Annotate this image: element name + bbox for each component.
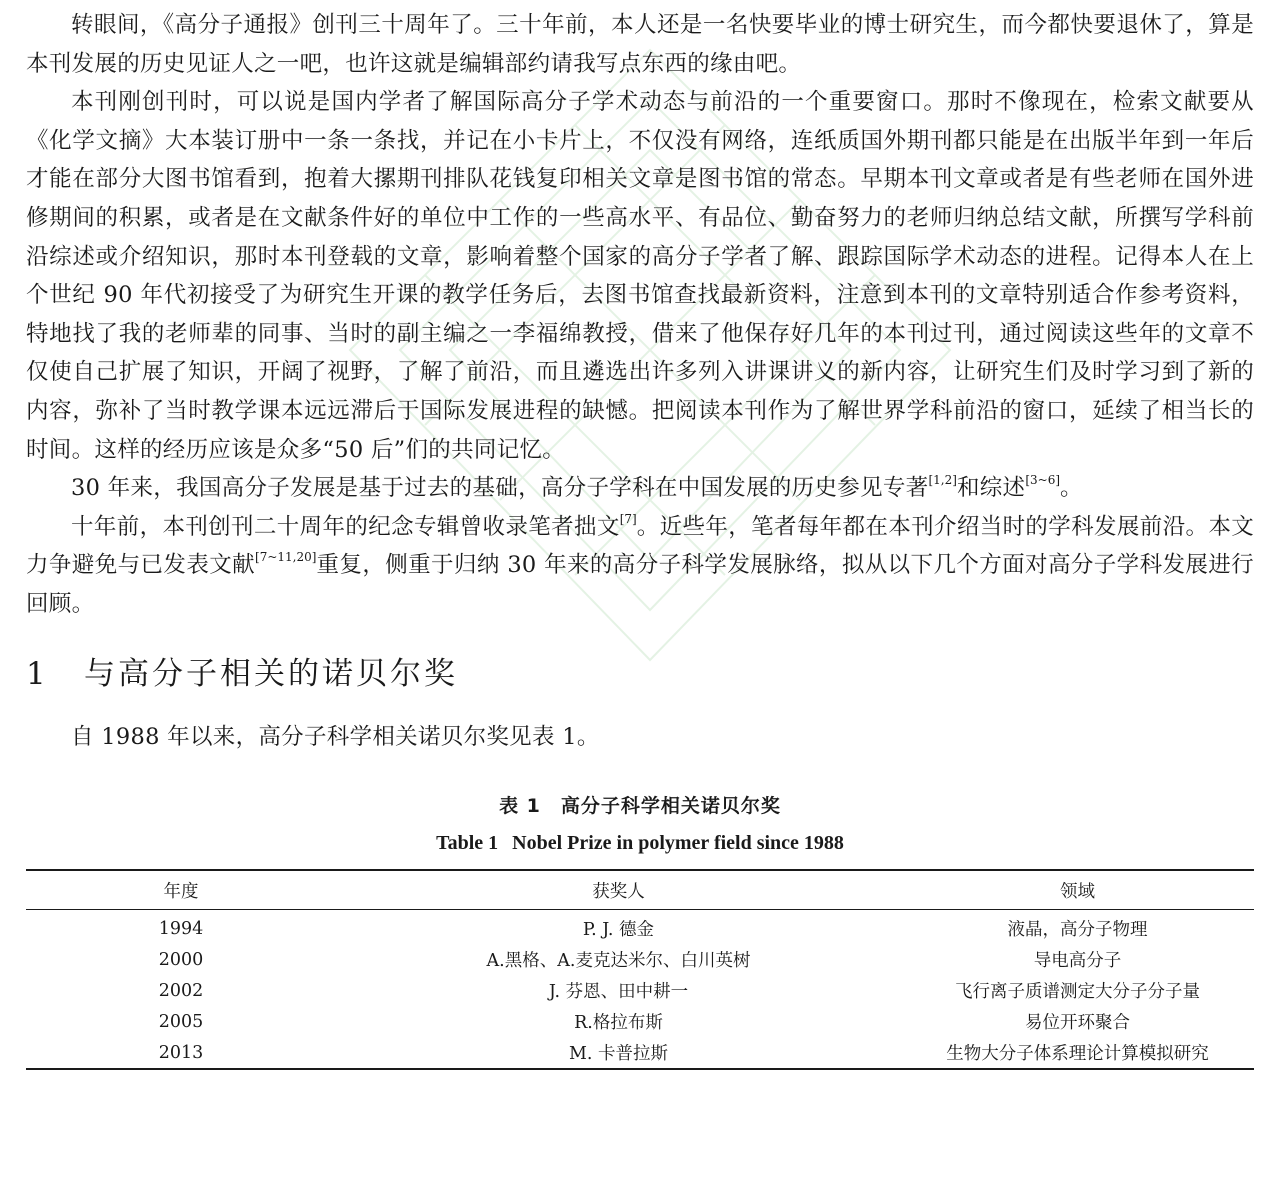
table-row [26,944,1254,975]
paragraph-4-text-b: 。近些年，笔者每年都在本刊介绍当时的学科发展前沿。本文力争避免与已发表文献 [26,513,1254,579]
citation-7-11-20[interactable]: [7~11,20] [255,550,317,565]
cell-winner: J. 芬恩、田中耕一 [548,982,689,1003]
table-row [26,1006,1254,1037]
cell-field: 易位开环聚合 [1025,1013,1130,1034]
section-heading [26,654,1254,694]
table-title-en: Nobel Prize in polymer field since 1988 [512,832,844,855]
table-caption [26,793,1254,857]
citation-3-6[interactable]: [3~6] [1025,473,1061,488]
paragraph-2: 本刊刚创刊时，可以说是国内学者了解国际高分子学术动态与前沿的一个重要窗口。那时不像现在，检索文献要从《化学文摘》大本装订册中一条一条找，并记在小卡片上，不仅没有网络，连纸质国外期刊都只能是在出版半年到一年后才能在部分大图书馆看到，抱着大摞期刊排队花钱复印相关文章是图书馆的常态。早期本刊文章或者是有些老师在国外进修期间的积累，或者是在文献条件好的单位中工作的一些高水平、有品位、勤奋努力的老师归纳总结文献，所撰写学科前沿综述或介绍知识，那时本刊登载的文章，影响着整个国家的高分子学者了解、跟踪国际学术动态的进程。记得本人在上个世纪 90 年代初接受了为研究生开课的教学任务后，去图书馆查找最新资料，注意到本刊的文章特别适合作参考资料，特地找了我的老师辈的同事、当时的副主编之一李福绵教授，借来了他保存好几年的本刊过刊，通过阅读这些年的文章不仅使自己扩展了知识，开阔了视野，了解了前沿，而且遴选出许多列入讲课讲义的新内容，让研究生们及时学习到了新的内容，弥补了当时教学课本远远滞后于国际发展进程的缺憾。把阅读本刊作为了解世界学科前沿的窗口，延续了相当长的时间。这样的经历应该是众多“50 后”们的共同记忆。 [26,89,1254,463]
paragraph-4-text-c: 重复，侧重于归纳 30 年来的高分子科学发展脉络，拟从以下几个方面对高分子学科发展进行回顾。 [26,552,1254,617]
cell-year: 1994 [158,918,204,939]
table-row [26,1037,1254,1069]
cell-winner: A.黑格、A.麦克达米尔、白川英树 [486,951,751,972]
nobel-table [26,869,1254,1070]
table-title-cn: 高分子科学相关诺贝尔奖 [560,795,781,818]
cell-winner: M. 卡普拉斯 [568,1044,669,1065]
cell-field: 飞行离子质谱测定大分子分子量 [955,982,1200,1003]
table-row [26,910,1254,945]
table-caption-cn [26,793,1254,819]
paragraph-3-text-b: 和综述 [956,475,1026,502]
header-winner: 获奖人 [592,881,645,902]
table-row [26,975,1254,1006]
section-number: 1 [26,655,49,692]
cell-field: 导电高分子 [1033,951,1122,972]
article-page [26,6,1254,1070]
paragraph-1: 转眼间，《高分子通报》创刊三十周年了。三十年前，本人还是一名快要毕业的博士研究生，而今都快要退休了，算是本刊发展的历史见证人之一吧，也许这就是编辑部约请我写点东西的缘由吧。 [26,12,1254,77]
cell-year: 2000 [158,949,204,970]
cell-year: 2013 [158,1042,204,1063]
table-number-cn: 表 1 [499,795,541,818]
paragraph-4 [26,508,1254,624]
citation-1-2[interactable]: [1,2] [928,473,957,488]
cell-year: 2002 [158,980,204,1001]
citation-7[interactable]: [7] [619,511,637,526]
section-intro: 自 1988 年以来，高分子科学相关诺贝尔奖见表 1。 [71,723,600,750]
cell-winner: P. J. 德金 [582,920,655,941]
table-header-row [26,870,1254,910]
table-number-en: Table 1 [436,832,499,855]
cell-field: 生物大分子体系理论计算模拟研究 [946,1044,1209,1065]
cell-field: 液晶，高分子物理 [1007,920,1148,941]
cell-winner: R.格拉布斯 [574,1013,663,1034]
paragraph-3-text-a: 30 年来，我国高分子发展是基于过去的基础，高分子学科在中国发展的历史参见专著 [71,475,929,502]
paragraph-4-text-a: 十年前，本刊创刊二十周年的纪念专辑曾收录笔者拙文 [71,513,620,540]
header-field: 领域 [1060,881,1095,902]
header-year: 年度 [163,881,199,902]
section-title: 与高分子相关的诺贝尔奖 [84,655,458,692]
paragraph-3 [26,469,1254,508]
table-caption-en [26,829,1254,857]
cell-year: 2005 [158,1011,204,1032]
paragraph-3-text-c: 。 [1060,475,1083,502]
